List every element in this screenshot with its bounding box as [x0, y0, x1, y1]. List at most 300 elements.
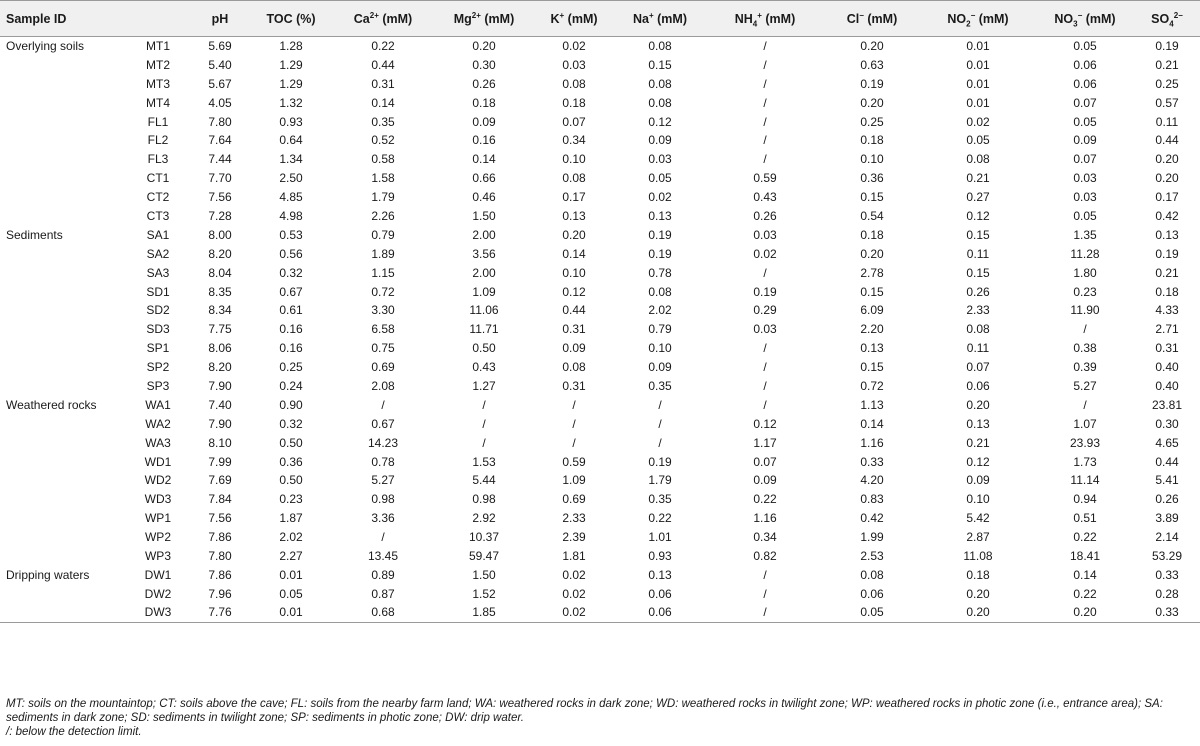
mg-cell: 11.71: [469, 322, 499, 337]
ph-cell: 7.69: [208, 473, 232, 488]
no3-cell: 0.20: [1036, 603, 1134, 622]
k-cell: 0.02: [534, 603, 614, 622]
sample-group-cell: [0, 112, 126, 131]
k-cell: /: [572, 435, 576, 450]
footnote-abbreviations: MT: soils on the mountaintop; CT: soils above the cave; FL: soils from the nearby farm land; WA: weathered rocks in dark zone; WD: weathered rocks in twilight zone; WP: weathered rocks in photic zone (i.e., entrance area); SA: sediments in dark zone; SD: sediments in twilight zone; SP: sediments in photic zone; DW: drip water.: [6, 698, 1163, 724]
ca-cell: 0.69: [371, 360, 395, 375]
no2-cell: 0.01: [966, 95, 990, 110]
so4-cell: 0.11: [1155, 114, 1179, 129]
sample-group-cell: [0, 358, 126, 377]
sample-group-cell: Dripping waters: [6, 567, 90, 582]
nh4-cell: 0.03: [753, 322, 777, 337]
table-footnotes: [6, 697, 1194, 739]
no3-cell: 0.14: [1073, 567, 1097, 582]
na-cell: 0.08: [648, 39, 672, 54]
so4-cell: 23.81: [1151, 397, 1183, 412]
cl-cell: 0.13: [860, 341, 884, 356]
toc-cell: 4.98: [279, 208, 303, 223]
nh4-cell: /: [763, 586, 767, 601]
ph-cell: 7.86: [208, 530, 232, 545]
mg-cell: 1.85: [434, 603, 534, 622]
sample-group-cell: [0, 74, 126, 93]
mg-cell: 10.37: [468, 530, 500, 545]
nh4-cell: 0.09: [753, 473, 777, 488]
cl-cell: 0.18: [860, 227, 884, 242]
so4-cell: 0.40: [1155, 360, 1179, 375]
sample-id-cell: SA2: [146, 246, 170, 261]
na-cell: 0.19: [648, 454, 672, 469]
sample-id-cell: FL2: [147, 133, 169, 148]
so4-cell: 0.31: [1155, 341, 1179, 356]
nh4-cell: /: [706, 603, 824, 622]
cl-cell: 0.54: [860, 208, 884, 223]
so4-cell: 5.41: [1155, 473, 1179, 488]
table-row: [0, 320, 1200, 339]
no2-cell: 0.01: [966, 57, 990, 72]
ca-cell: 1.15: [371, 265, 395, 280]
mg-cell: 0.16: [472, 133, 496, 148]
header-nh4-sub: 4: [752, 19, 758, 28]
header-no3-unit: (mM): [1082, 11, 1116, 26]
cl-cell: 4.20: [860, 473, 884, 488]
header-ca: [332, 1, 434, 37]
na-cell: 0.09: [648, 360, 672, 375]
ph-cell: 7.75: [208, 322, 232, 337]
sample-id-cell: SA3: [146, 265, 170, 280]
k-cell: 0.69: [562, 492, 586, 507]
toc-cell: 1.29: [279, 57, 303, 72]
ph-cell: 8.35: [208, 284, 232, 299]
table-row: [0, 490, 1200, 509]
toc-cell: 0.50: [279, 435, 303, 450]
no2-cell: 0.08: [966, 322, 990, 337]
header-cl: [824, 1, 920, 37]
no2-cell: 0.15: [966, 227, 990, 242]
sample-id-cell: MT1: [146, 39, 170, 54]
table-row: [0, 414, 1200, 433]
toc-cell: 0.23: [279, 492, 303, 507]
header-k-unit: (mM): [564, 11, 598, 26]
nh4-cell: 0.34: [753, 530, 777, 545]
ph-cell: 7.80: [208, 548, 232, 563]
so4-cell: 2.14: [1155, 530, 1179, 545]
ca-cell: /: [381, 530, 385, 545]
ph-cell: 5.67: [208, 76, 232, 91]
ca-cell: 0.75: [371, 341, 395, 356]
no3-cell: 11.28: [1070, 246, 1100, 261]
ph-cell: 8.06: [208, 341, 232, 356]
cl-cell: 0.15: [860, 284, 884, 299]
sample-id-cell: WP1: [144, 511, 171, 526]
no3-cell: 0.07: [1073, 95, 1097, 110]
sample-group-cell: [0, 150, 126, 169]
ca-cell: 0.31: [371, 76, 395, 91]
na-cell: 1.79: [648, 473, 672, 488]
na-cell: 0.10: [648, 341, 672, 356]
header-no2-base: NO: [947, 11, 967, 26]
ph-cell: 7.80: [208, 114, 232, 129]
toc-cell: 0.67: [279, 284, 303, 299]
toc-cell: 2.02: [279, 530, 303, 545]
k-cell: 0.02: [562, 39, 586, 54]
sample-group-cell: [0, 584, 126, 603]
header-no3-base: NO: [1054, 11, 1074, 26]
k-cell: 1.09: [562, 473, 586, 488]
sample-group-cell: [0, 509, 126, 528]
sample-group-cell: [0, 301, 126, 320]
cl-cell: 0.25: [860, 114, 884, 129]
k-cell: 2.33: [562, 511, 586, 526]
nh4-cell: 0.12: [753, 416, 777, 431]
sample-group-cell: [0, 414, 126, 433]
header-cl-charge: −: [859, 10, 864, 20]
no3-cell: 18.41: [1069, 548, 1101, 563]
sample-group-cell: [0, 93, 126, 112]
cl-cell: 0.14: [860, 416, 884, 431]
header-cl-base: Cl: [846, 11, 860, 26]
ph-cell: 4.05: [208, 95, 232, 110]
sample-group-cell: [0, 339, 126, 358]
so4-cell: 0.20: [1155, 171, 1179, 186]
na-cell: 0.35: [648, 378, 672, 393]
ph-cell: 8.00: [208, 227, 232, 242]
sample-id-cell: DW2: [144, 586, 172, 601]
toc-cell: 0.32: [279, 265, 303, 280]
k-cell: 0.59: [562, 454, 586, 469]
na-cell: 2.02: [648, 303, 672, 318]
table-row: [0, 263, 1200, 282]
ca-cell: /: [381, 397, 385, 412]
mg-cell: 0.98: [472, 492, 496, 507]
cl-cell: 1.16: [860, 435, 884, 450]
na-cell: 0.03: [648, 152, 672, 167]
table-row: [0, 377, 1200, 396]
ca-cell: 0.35: [371, 114, 395, 129]
header-k-base: K: [550, 11, 560, 26]
no3-cell: 1.07: [1073, 416, 1097, 431]
cl-cell: 0.33: [860, 454, 884, 469]
toc-cell: 0.16: [279, 322, 303, 337]
no3-cell: 23.93: [1069, 435, 1101, 450]
toc-cell: 1.28: [279, 39, 303, 54]
cl-cell: 0.08: [860, 567, 884, 582]
ca-cell: 0.68: [332, 603, 434, 622]
toc-cell: 0.05: [279, 586, 303, 601]
ca-cell: 0.14: [371, 95, 395, 110]
sample-id-cell: SD1: [146, 284, 170, 299]
header-na-unit: (mM): [653, 11, 687, 26]
table-row: [0, 603, 1200, 622]
header-ca-charge: 2+: [369, 10, 379, 20]
nh4-cell: 0.29: [753, 303, 777, 318]
sample-group-cell: [0, 603, 126, 622]
ca-cell: 3.30: [371, 303, 395, 318]
table-body: [0, 37, 1200, 623]
mg-cell: 0.66: [472, 171, 496, 186]
sample-group-cell: [0, 188, 126, 207]
sample-id-cell: WP2: [144, 530, 171, 545]
k-cell: 0.13: [562, 208, 586, 223]
sample-id-cell: WD3: [144, 492, 172, 507]
toc-cell: 0.24: [279, 378, 303, 393]
header-mg-unit: (mM): [480, 11, 515, 26]
header-mg-base: Mg: [453, 11, 472, 26]
so4-cell: 0.42: [1155, 208, 1179, 223]
toc-cell: 1.87: [279, 511, 303, 526]
header-no3-sub: 3: [1073, 19, 1078, 28]
ph-cell: 7.28: [208, 208, 232, 223]
no2-cell: 0.01: [966, 39, 990, 54]
table-row: [0, 282, 1200, 301]
ph-cell: 8.34: [208, 303, 232, 318]
no3-cell: 0.51: [1073, 511, 1097, 526]
ca-cell: 0.79: [371, 227, 395, 242]
mg-cell: 1.09: [472, 284, 496, 299]
so4-cell: 2.71: [1155, 322, 1179, 337]
table-row: [0, 93, 1200, 112]
ph-cell: 7.90: [208, 416, 232, 431]
so4-cell: 0.21: [1155, 265, 1179, 280]
header-no2-charge: −: [970, 10, 976, 20]
no3-cell: 11.14: [1070, 473, 1100, 488]
no2-cell: 5.42: [966, 511, 990, 526]
header-ca-unit: (mM): [378, 11, 413, 26]
no2-cell: 0.12: [966, 454, 990, 469]
so4-cell: 0.30: [1155, 416, 1179, 431]
header-row: [0, 1, 1200, 37]
ca-cell: 0.67: [371, 416, 395, 431]
cl-cell: 0.83: [860, 492, 884, 507]
na-cell: 0.79: [648, 322, 672, 337]
ca-cell: 14.23: [367, 435, 399, 450]
so4-cell: 0.18: [1155, 284, 1179, 299]
nh4-cell: 0.02: [753, 246, 777, 261]
so4-cell: 0.21: [1155, 57, 1179, 72]
cl-cell: 0.63: [860, 57, 884, 72]
header-nh4-charge: +: [757, 10, 762, 20]
table-row: [0, 150, 1200, 169]
header-no3: [1036, 1, 1134, 37]
cl-cell: 0.20: [860, 246, 884, 261]
k-cell: 0.17: [562, 190, 586, 205]
no2-cell: 0.18: [966, 567, 990, 582]
nh4-cell: 0.19: [753, 284, 777, 299]
k-cell: 0.20: [562, 227, 586, 242]
header-na-charge: +: [648, 10, 654, 20]
so4-cell: 0.44: [1155, 454, 1179, 469]
ph-cell: 7.56: [208, 190, 232, 205]
no3-cell: 0.03: [1073, 171, 1097, 186]
na-cell: 0.19: [648, 246, 672, 261]
k-cell: 0.09: [562, 341, 586, 356]
ph-cell: 7.64: [208, 133, 232, 148]
no2-cell: 0.21: [966, 435, 990, 450]
ca-cell: 0.89: [371, 567, 395, 582]
header-no2-sub: 2: [966, 19, 971, 28]
so4-cell: 3.89: [1155, 511, 1179, 526]
k-cell: 1.81: [562, 548, 586, 563]
no2-cell: 0.15: [966, 265, 990, 280]
ca-cell: 13.45: [367, 548, 399, 563]
mg-cell: 1.50: [472, 567, 496, 582]
sample-id-cell: FL1: [147, 114, 169, 129]
header-nh4-unit: (mM): [761, 11, 796, 26]
ph-cell: 8.20: [208, 246, 232, 261]
na-cell: 0.06: [614, 603, 706, 622]
nh4-cell: /: [763, 39, 767, 54]
so4-cell: 0.44: [1155, 133, 1179, 148]
mg-cell: 0.09: [472, 114, 496, 129]
sample-group-cell: [0, 490, 126, 509]
toc-cell: 0.25: [279, 360, 303, 375]
header-ca-base: Ca: [353, 11, 370, 26]
sample-group-cell: [0, 320, 126, 339]
sample-group-cell: Sediments: [6, 227, 63, 242]
ca-cell: 1.58: [371, 171, 395, 186]
no2-cell: 0.11: [966, 246, 990, 261]
ca-cell: 1.89: [371, 246, 395, 261]
mg-cell: 0.30: [472, 57, 496, 72]
nh4-cell: 1.17: [753, 435, 777, 450]
ph-cell: 7.99: [208, 454, 232, 469]
nh4-cell: /: [763, 341, 767, 356]
cl-cell: 0.06: [860, 586, 884, 601]
ca-cell: 0.72: [371, 284, 395, 299]
mg-cell: 0.43: [472, 360, 496, 375]
table-row: [0, 339, 1200, 358]
table-row: [0, 509, 1200, 528]
cl-cell: 2.53: [860, 548, 884, 563]
header-mg: [434, 1, 534, 37]
header-k: [534, 1, 614, 37]
no2-cell: 0.20: [920, 603, 1036, 622]
k-cell: 0.10: [562, 152, 586, 167]
so4-cell: 0.17: [1155, 190, 1179, 205]
cl-cell: 0.05: [824, 603, 920, 622]
nh4-cell: 1.16: [753, 511, 777, 526]
ph-cell: 7.90: [208, 378, 232, 393]
nh4-cell: /: [763, 360, 767, 375]
ca-cell: 2.08: [371, 378, 395, 393]
so4-cell: 0.33: [1155, 567, 1179, 582]
table-row: [0, 528, 1200, 547]
mg-cell: 2.00: [472, 227, 496, 242]
k-cell: 0.12: [562, 284, 586, 299]
nh4-cell: 0.03: [753, 227, 777, 242]
na-cell: 0.13: [648, 567, 672, 582]
ph-cell: 7.44: [208, 152, 232, 167]
sample-id-cell: WP3: [144, 548, 171, 563]
no2-cell: 0.05: [966, 133, 990, 148]
table-row: [0, 301, 1200, 320]
k-cell: 0.08: [562, 360, 586, 375]
sample-id-cell: FL3: [147, 152, 169, 167]
k-cell: 0.34: [562, 133, 586, 148]
no2-cell: 0.08: [966, 152, 990, 167]
ph-cell: 7.86: [208, 567, 232, 582]
cl-cell: 0.20: [860, 39, 884, 54]
sample-group-cell: [0, 433, 126, 452]
header-nh4-base: NH: [734, 11, 753, 26]
sample-id-cell: SA1: [146, 227, 170, 242]
toc-cell: 2.27: [279, 548, 303, 563]
no2-cell: 2.87: [966, 530, 990, 545]
k-cell: 0.44: [562, 303, 586, 318]
no3-cell: 0.05: [1073, 39, 1097, 54]
so4-cell: 0.25: [1155, 76, 1179, 91]
ca-cell: 0.58: [371, 152, 395, 167]
no3-cell: 0.06: [1073, 57, 1097, 72]
nh4-cell: /: [763, 378, 767, 393]
nh4-cell: /: [763, 114, 767, 129]
nh4-cell: /: [763, 57, 767, 72]
toc-cell: 0.01: [250, 603, 332, 622]
no2-cell: 0.10: [966, 492, 990, 507]
header-nh4: [706, 1, 824, 37]
sample-id-cell: SD2: [146, 303, 170, 318]
toc-cell: 0.36: [279, 454, 303, 469]
k-cell: 0.02: [562, 567, 586, 582]
table-row: [0, 452, 1200, 471]
toc-cell: 0.32: [279, 416, 303, 431]
na-cell: 0.08: [648, 76, 672, 91]
sample-group-cell: [0, 377, 126, 396]
sample-group-cell: [0, 131, 126, 150]
table-row: [0, 395, 1200, 414]
no3-cell: 0.07: [1073, 152, 1097, 167]
ph-cell: 7.96: [208, 586, 232, 601]
so4-cell: 0.26: [1155, 492, 1179, 507]
k-cell: 0.10: [562, 265, 586, 280]
table-row: [0, 74, 1200, 93]
no2-cell: 0.07: [966, 360, 990, 375]
cl-cell: 0.10: [860, 152, 884, 167]
toc-cell: 0.01: [279, 567, 303, 582]
mg-cell: 59.47: [468, 548, 500, 563]
so4-cell: 0.40: [1155, 378, 1179, 393]
header-cl-unit: (mM): [863, 11, 898, 26]
ph-cell: 8.04: [208, 265, 232, 280]
mg-cell: 1.52: [472, 586, 496, 601]
ca-cell: 0.22: [371, 39, 395, 54]
no3-cell: /: [1083, 322, 1087, 337]
no3-cell: 0.03: [1073, 190, 1097, 205]
ph-cell: 7.40: [208, 397, 232, 412]
ph-cell: 5.69: [208, 39, 232, 54]
ca-cell: 0.87: [371, 586, 395, 601]
sample-id-cell: WD2: [144, 473, 172, 488]
header-so4-charge: 2−: [1173, 10, 1183, 20]
ca-cell: 6.58: [371, 322, 395, 337]
header-na: [614, 1, 706, 37]
ph-cell: 8.20: [208, 360, 232, 375]
no3-cell: 1.80: [1073, 265, 1097, 280]
ca-cell: 0.52: [371, 133, 395, 148]
so4-cell: 0.19: [1155, 246, 1179, 261]
mg-cell: 0.14: [472, 152, 496, 167]
toc-cell: 0.93: [279, 114, 303, 129]
toc-cell: 0.53: [279, 227, 303, 242]
header-toc: TOC (%): [250, 1, 332, 37]
no2-cell: 0.20: [966, 586, 990, 601]
sample-id-cell: SP3: [146, 378, 170, 393]
sample-group-cell: [0, 528, 126, 547]
nh4-cell: 0.26: [753, 208, 777, 223]
mg-cell: 3.56: [472, 246, 496, 261]
nh4-cell: 0.59: [753, 171, 777, 186]
mg-cell: 0.50: [472, 341, 496, 356]
sample-id-cell: DW1: [144, 567, 172, 582]
